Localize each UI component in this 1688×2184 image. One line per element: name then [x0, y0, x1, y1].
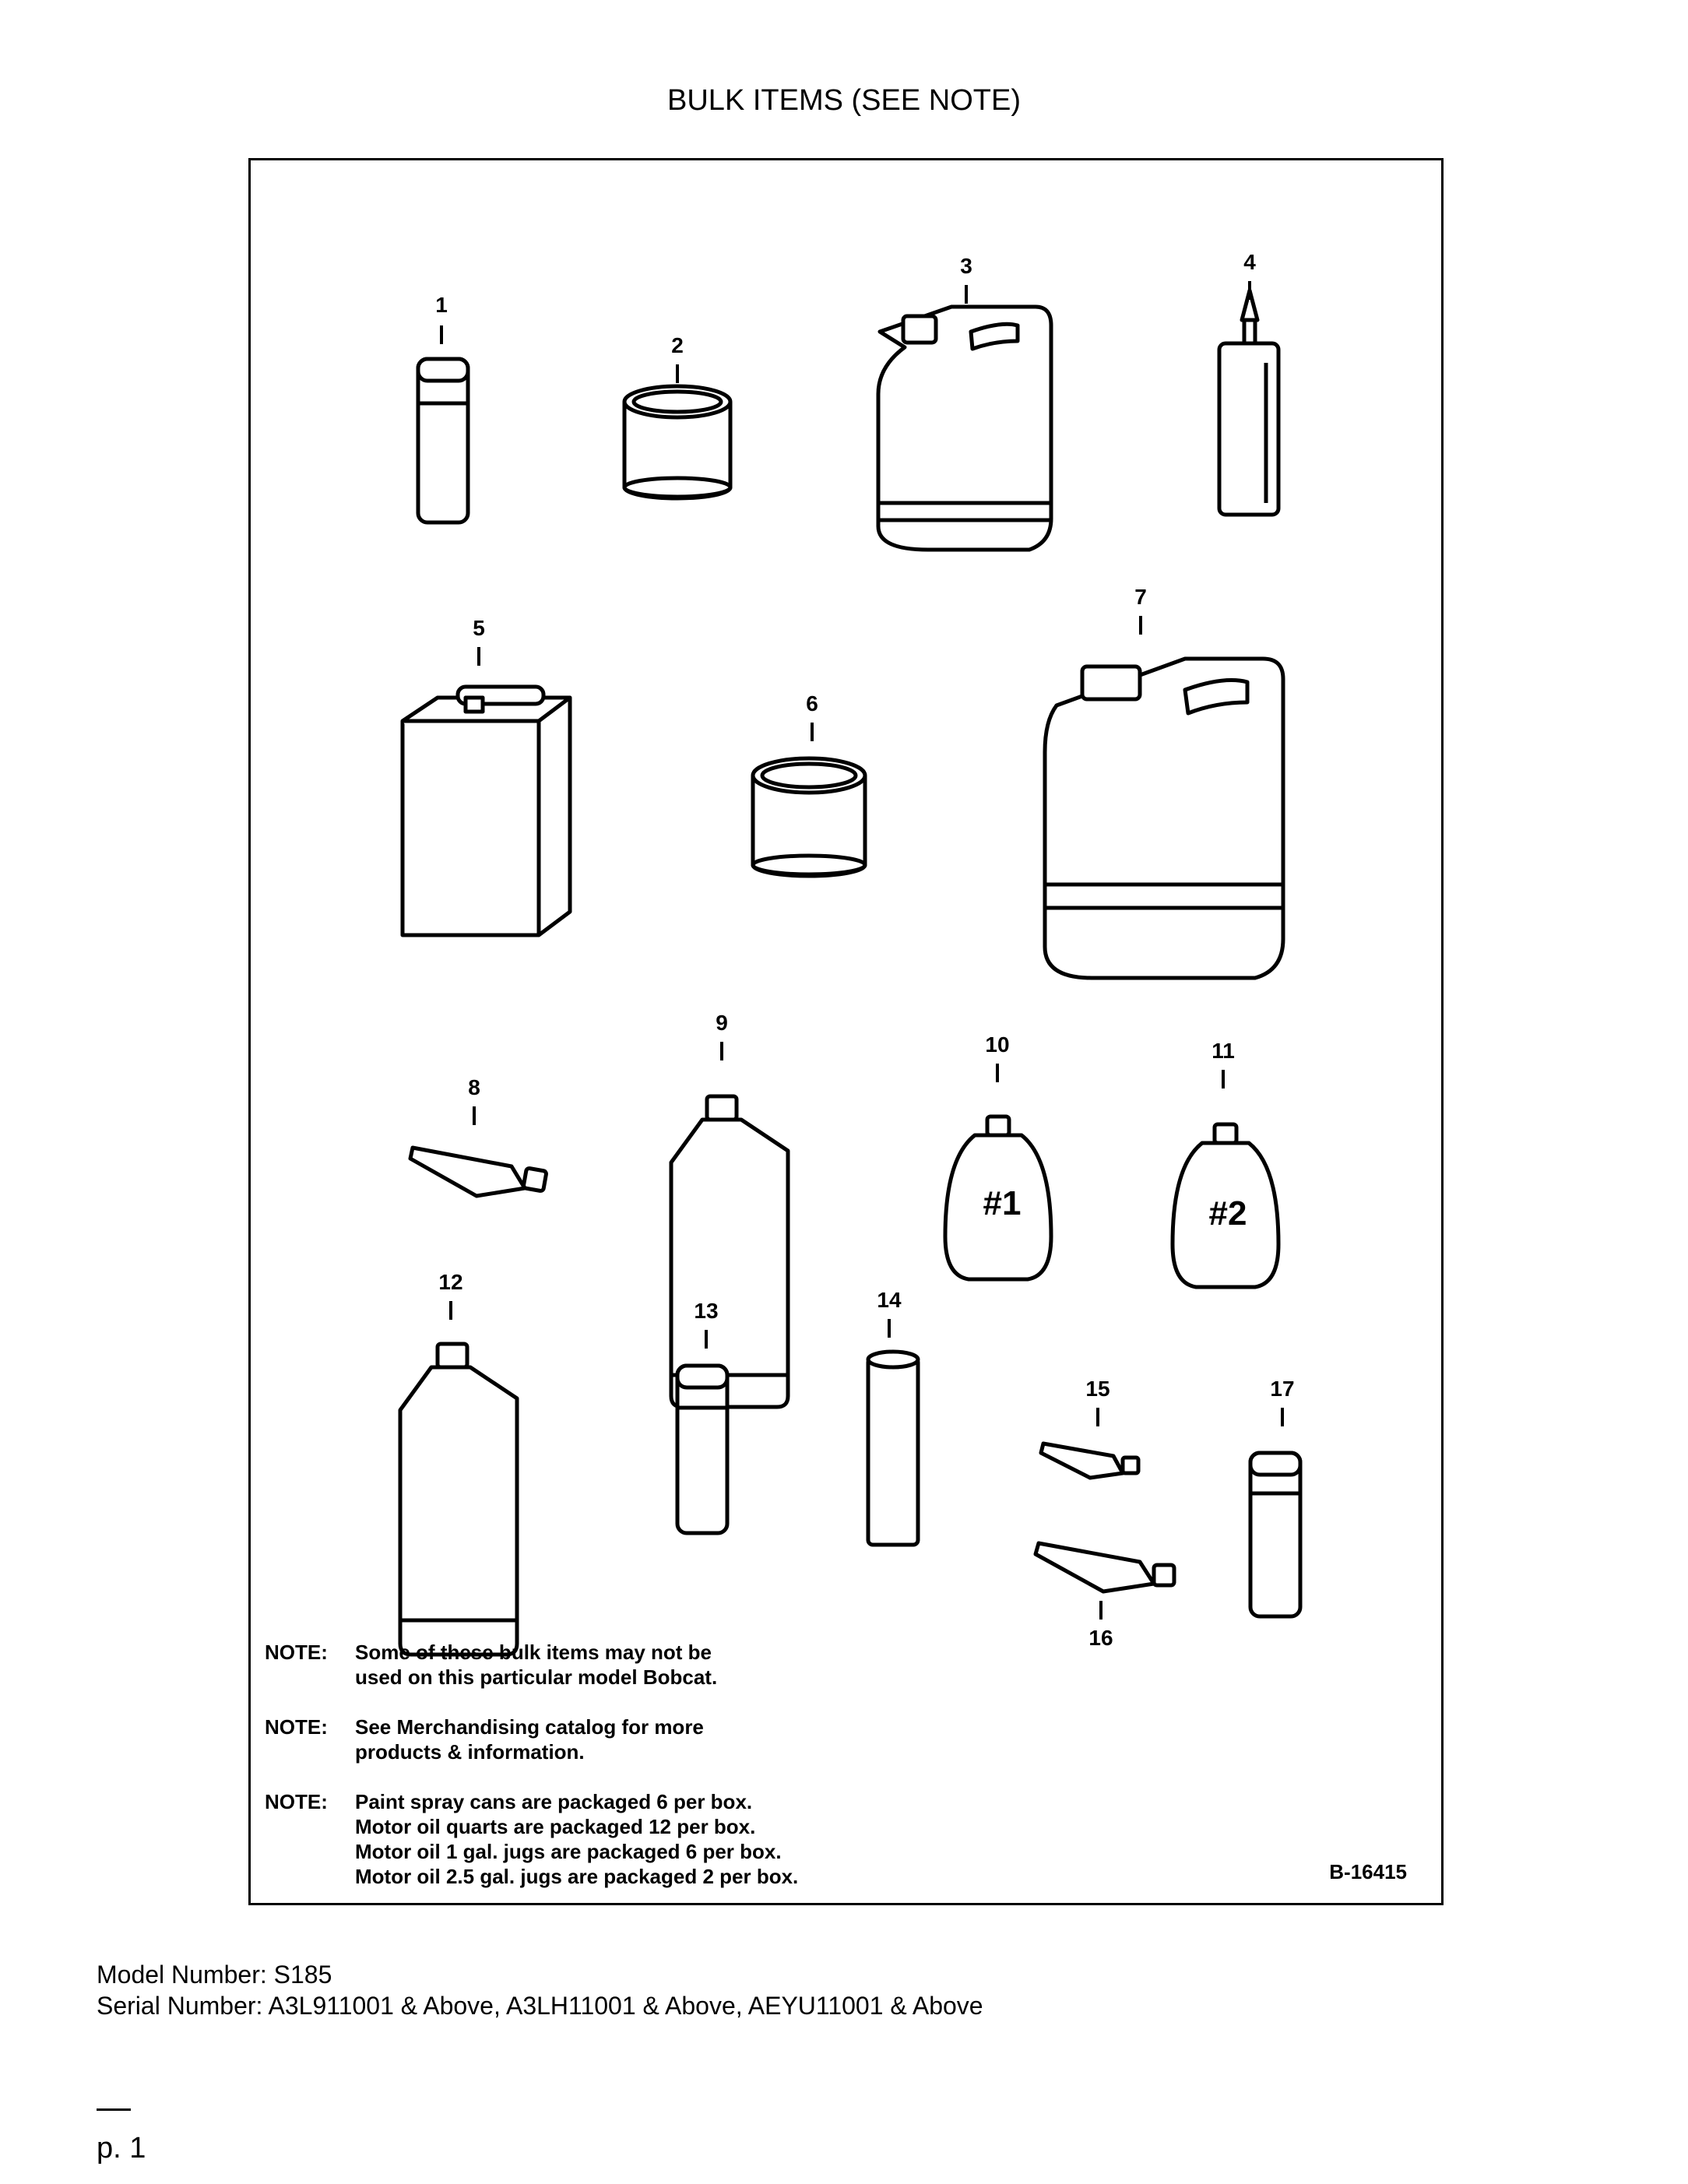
callout-8: 8	[468, 1075, 480, 1099]
callout-16: 16	[1088, 1626, 1113, 1650]
serial-number: Serial Number: A3L911001 & Above, A3LH11001 & Above, AEYU11001 & Above	[97, 1992, 983, 2020]
leader-9	[720, 1042, 723, 1060]
note-1	[265, 1640, 798, 1690]
item-15-tube	[1041, 1444, 1138, 1478]
item-1-spray-can	[418, 359, 468, 522]
note-3	[265, 1789, 798, 1889]
item-3-jug	[878, 307, 1051, 550]
note-line: products & information.	[355, 1740, 585, 1764]
callout-3: 3	[960, 254, 972, 278]
leader-13	[705, 1330, 708, 1349]
leader-17	[1281, 1408, 1284, 1426]
callout-1: 1	[435, 293, 448, 317]
note-line: Motor oil quarts are packaged 12 per box.	[355, 1815, 756, 1838]
leader-1	[440, 325, 443, 344]
note-line: Paint spray cans are packaged 6 per box.	[355, 1790, 753, 1813]
leader-7	[1139, 616, 1142, 635]
item-12-quart	[400, 1344, 517, 1655]
callout-6: 6	[806, 691, 818, 716]
callout-12: 12	[438, 1270, 463, 1294]
note-line: Motor oil 1 gal. jugs are packaged 6 per box.	[355, 1840, 782, 1863]
leader-8	[473, 1106, 476, 1125]
bottle-2-mark: #2	[1208, 1194, 1247, 1233]
figure-id: B-16415	[1329, 1860, 1407, 1883]
item-9-quart	[671, 1096, 788, 1407]
leader-10	[996, 1064, 999, 1082]
leader-2	[676, 364, 679, 383]
item-7-large-jug	[1045, 659, 1283, 978]
item-8-tube	[410, 1148, 547, 1196]
callout-11: 11	[1211, 1039, 1235, 1063]
note-line: See Merchandising catalog for more	[355, 1715, 704, 1739]
callout-5: 5	[473, 616, 485, 640]
item-17-spray-can	[1250, 1453, 1300, 1616]
callout-4: 4	[1243, 250, 1256, 274]
bottle-1-mark: #1	[983, 1184, 1022, 1222]
leader-5	[477, 647, 480, 666]
item-13-spray-can	[677, 1366, 727, 1533]
callout-10: 10	[985, 1032, 1010, 1057]
item-4-cartridge	[1219, 290, 1278, 515]
leader-14	[888, 1319, 891, 1338]
callout-15: 15	[1085, 1377, 1110, 1401]
leader-4	[1248, 281, 1251, 300]
item-16-tube	[1036, 1543, 1174, 1591]
note-label: NOTE:	[265, 1790, 328, 1813]
item-14-grease-tube	[868, 1352, 918, 1545]
callout-7: 7	[1134, 585, 1147, 609]
callout-9: 9	[716, 1011, 728, 1035]
leader-3	[965, 285, 968, 304]
model-number: Model Number: S185	[97, 1961, 332, 1989]
item-2-can	[624, 386, 730, 498]
leader-11	[1222, 1070, 1225, 1088]
note-line: Some of these bulk items may not be	[355, 1641, 712, 1664]
item-5-metal-can	[403, 687, 570, 935]
note-label: NOTE:	[265, 1715, 328, 1739]
model-info	[97, 1959, 983, 2021]
notes-block	[265, 1640, 798, 1914]
callout-14: 14	[877, 1288, 902, 1312]
callout-13: 13	[694, 1299, 719, 1323]
leader-6	[811, 723, 814, 741]
callout-2: 2	[671, 333, 684, 357]
leader-12	[449, 1301, 452, 1320]
note-line: Motor oil 2.5 gal. jugs are packaged 2 per box.	[355, 1865, 799, 1888]
leader-16	[1099, 1601, 1102, 1620]
note-label: NOTE:	[265, 1641, 328, 1664]
note-line: used on this particular model Bobcat.	[355, 1665, 718, 1689]
callout-17: 17	[1270, 1377, 1295, 1401]
note-2	[265, 1714, 798, 1764]
leader-15	[1096, 1408, 1099, 1426]
page-title: BULK ITEMS (SEE NOTE)	[667, 84, 1021, 117]
item-6-can	[753, 758, 865, 876]
page-divider	[97, 2108, 131, 2111]
parts-illustration	[248, 158, 1444, 1905]
page-number: p. 1	[97, 2132, 146, 2165]
